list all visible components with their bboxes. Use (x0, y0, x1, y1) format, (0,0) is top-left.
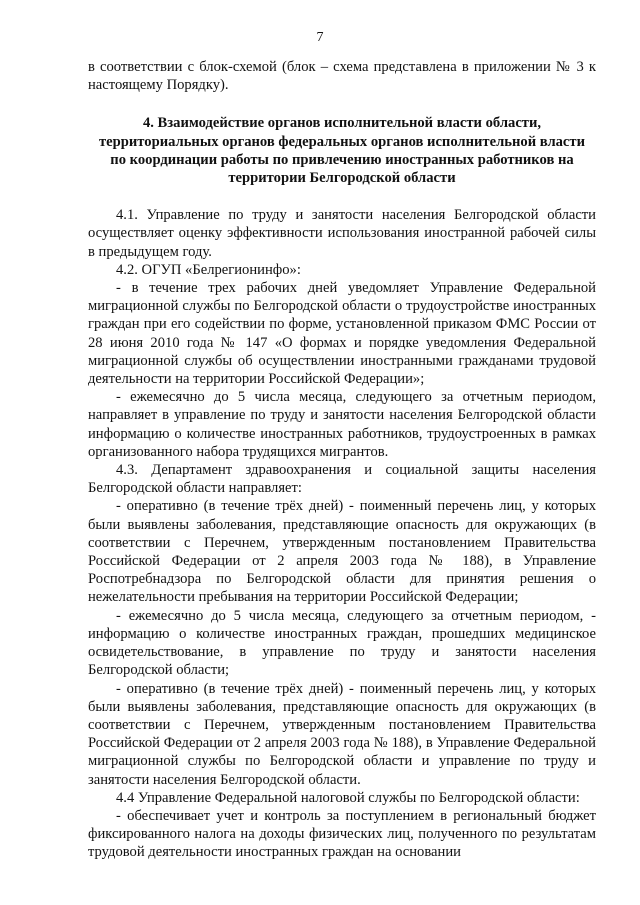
section-heading: 4. Взаимодействие органов исполнительной власти области, территориальных органов федеральных органов исполнительной власти по координации работы по привлечению иностранных работников на территории Белгородской области (99, 115, 585, 187)
paragraph-4-3: 4.3. Департамент здравоохранения и социальной защиты населения Белгородской области направляет: (88, 462, 596, 497)
paragraph-4-4-item-1: - обеспечивает учет и контроль за поступлением в региональный бюджет фиксированного налога на доходы физических лиц, полученного по результатам трудовой деятельности иностранных граждан на основании (88, 807, 596, 861)
paragraph-4-1: 4.1. Управление по труду и занятости населения Белгородской области осуществляет оценку эффективности использования иностранной рабочей силы в предыдущем году. (88, 207, 596, 260)
paragraph-4-2-item-1: - в течение трех рабочих дней уведомляет Управление Федеральной миграционной службы по Белгородской области о трудоустройстве иностранных граждан при его содействии по форме, установленной приказом ФМС России от 28 июня 2010 года № 147 «О формах и порядке уведомления Федеральной миграционной службы об осуществлении иностранными гражданами трудовой деятельности на территории Российской Федерации»; (88, 280, 596, 388)
paragraph-4-3-item-1: - оперативно (в течение трёх дней) - поименный перечень лиц, у которых были выявлены заболевания, представляющие опасность для окружающих (в соответствии с Перечнем, утвержденным постановлением Правительства Российской Федерации от 2 апреля 2003 года № 188), в Управление Роспотребнадзора по Белгородской области для принятия решения о нежелательности пребывания на территории Российской Федерации; (88, 498, 596, 606)
paragraph-4-2-item-2: - ежемесячно до 5 числа месяца, следующего за отчетным периодом, направляет в управление по труду и занятости населения Белгородской области информацию о количестве иностранных работников, трудоустроенных в рамках организованного набора трудящихся мигрантов. (88, 389, 596, 460)
paragraph-4-4: 4.4 Управление Федеральной налоговой службы по Белгородской области: (116, 789, 580, 806)
top-paragraph: в соответствии с блок-схемой (блок – схема представлена в приложении № 3 к настоящему Порядку). (88, 59, 596, 94)
document-body (88, 58, 596, 862)
paragraph-4-3-item-2: - ежемесячно до 5 числа месяца, следующего за отчетным периодом, - информацию о количестве иностранных граждан, прошедших медицинское освидетельствование, в управление по труду и занятости населения Белгородской области; (88, 607, 596, 679)
page-number: 7 (316, 30, 324, 45)
paragraph-4-3-item-3: - оперативно (в течение трёх дней) - поименный перечень лиц, у которых были выявлены заболевания, представляющие опасность для окружающих (в соответствии с Перечнем, утвержденным постановлением Правительства Российской Федерации от 2 апреля 2003 года № 188), в Управление Федеральной миграционной службы по Белгородской области и управление по труду и занятости населения Белгородской области. (88, 680, 596, 788)
paragraph-4-2: 4.2. ОГУП «Белрегионинфо»: (116, 261, 301, 278)
